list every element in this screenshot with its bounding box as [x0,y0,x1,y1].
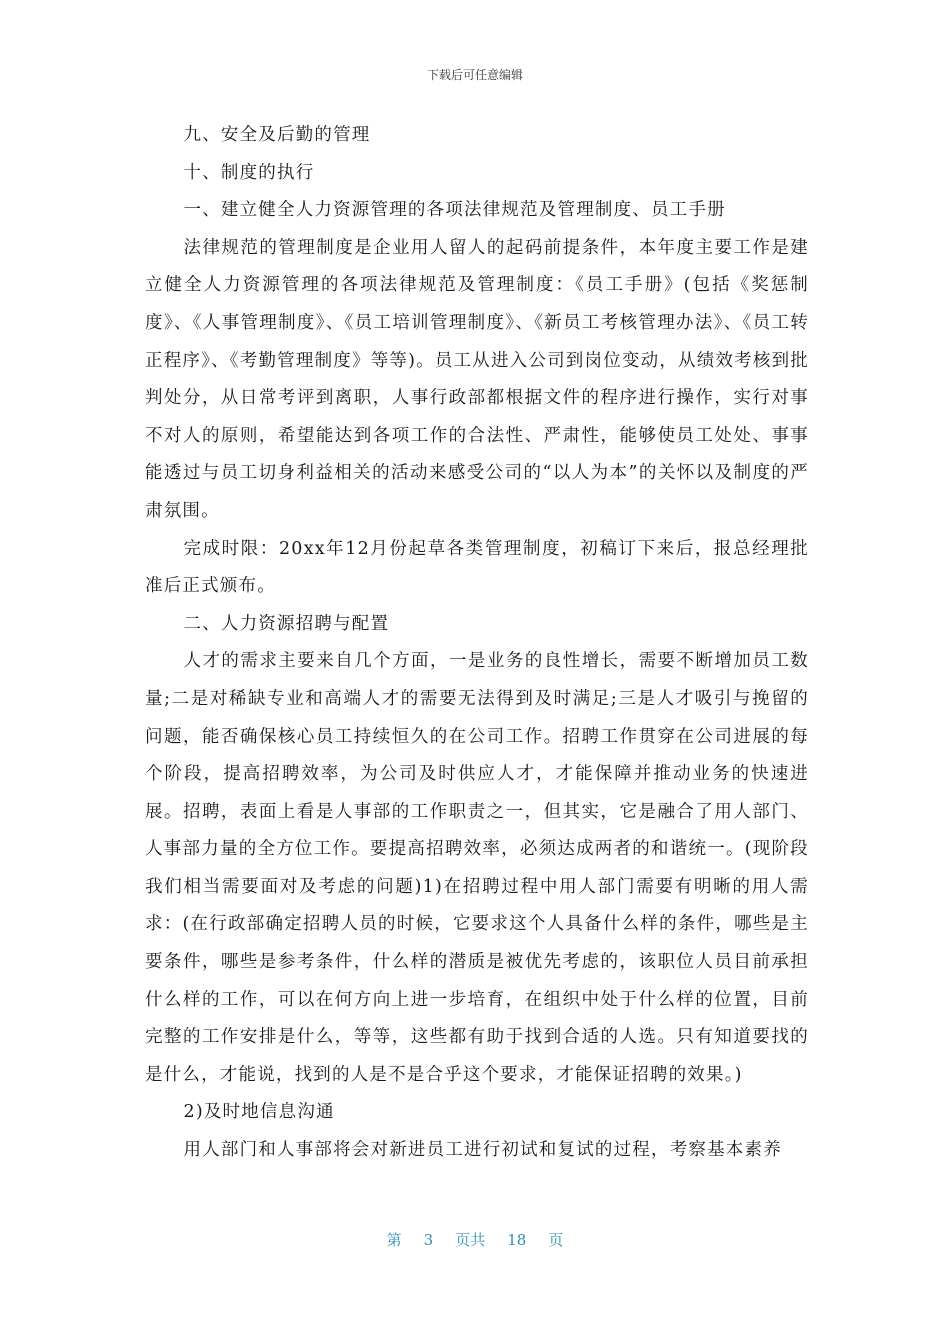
section-heading-regulations: 一、建立健全人力资源管理的各项法律规范及管理制度、员工手册 [183,200,726,221]
page-footer [0,1229,950,1250]
footer-middle: 页共 [455,1231,486,1249]
footer-prefix: 第 [386,1231,402,1249]
body-paragraph: 法律规范的管理制度是企业用人留人的起码前提条件，本年度主要工作是建立健全人力资源管理的各项法律规范及管理制度：《员工手册》(包括《奖惩制度》、《人事管理制度》、《员工培训管理制度》、《新员工考核管理办法》、《员工转正程序》、《考勤管理制度》等等)。员工从进入公司到岗位变动，从绩效考核到批判处分，从日常考评到离职，人事行政部都根据文件的程序进行操作，实行对事不对人的原则，希望能达到各项工作的合法性、严肃性，能够使员工处处、事事能透过与员工切身利益相关的活动来感受公司的“以人为本”的关怀以及制度的严肃氛围。 [145,237,809,521]
section-heading-recruitment: 二、人力资源招聘与配置 [183,613,390,634]
body-paragraph: 人才的需求主要来自几个方面，一是业务的良性增长，需要不断增加员工数量;二是对稀缺专业和高端人才的需要无法得到及时满足;三是人才吸引与挽留的问题，能否确保核心员工持续恒久的在公司工作。招聘工作贯穿在公司进展的每个阶段，提高招聘效率，为公司及时供应人才，才能保障并推动业务的快速进展。招聘，表面上看是人事部的工作职责之一，但其实，它是融合了用人部门、人事部力量的全方位工作。要提高招聘效率，必须达成两者的和谐统一。(现阶段我们相当需要面对及考虑的问题)1)在招聘过程中用人部门需要有明晰的用人需求：(在行政部确定招聘人员的时候，它要求这个人具备什么样的条件，哪些是主要条件，哪些是参考条件，什么样的潜质是被优先考虑的，该职位人员目前承担什么样的工作，可以在何方向上进一步培育，在组织中处于什么样的位置，目前完整的工作安排是什么，等等，这些都有助于找到合适的人选。只有知道要找的是什么，才能说，找到的人是不是合乎这个要求，才能保证招聘的效果。) [145,651,809,1085]
footer-suffix: 页 [548,1231,564,1249]
page-header: 下载后可任意编辑 [426,68,523,82]
body-paragraph: 用人部门和人事部将会对新进员工进行初试和复试的过程，考察基本素养 [183,1140,782,1161]
section-heading-security: 九、安全及后勤的管理 [183,125,371,145]
footer-total-pages: 18 [507,1231,527,1249]
section-heading-execution: 十、制度的执行 [183,162,315,183]
subsection-heading-communication: 2)及时地信息沟通 [183,1102,335,1123]
footer-page-number: 3 [423,1231,434,1249]
document-body [145,117,809,1170]
body-paragraph: 完成时限：20xx年12月份起草各类管理制度，初稿订下来后，报总经理批准后正式颁布。 [145,538,809,597]
